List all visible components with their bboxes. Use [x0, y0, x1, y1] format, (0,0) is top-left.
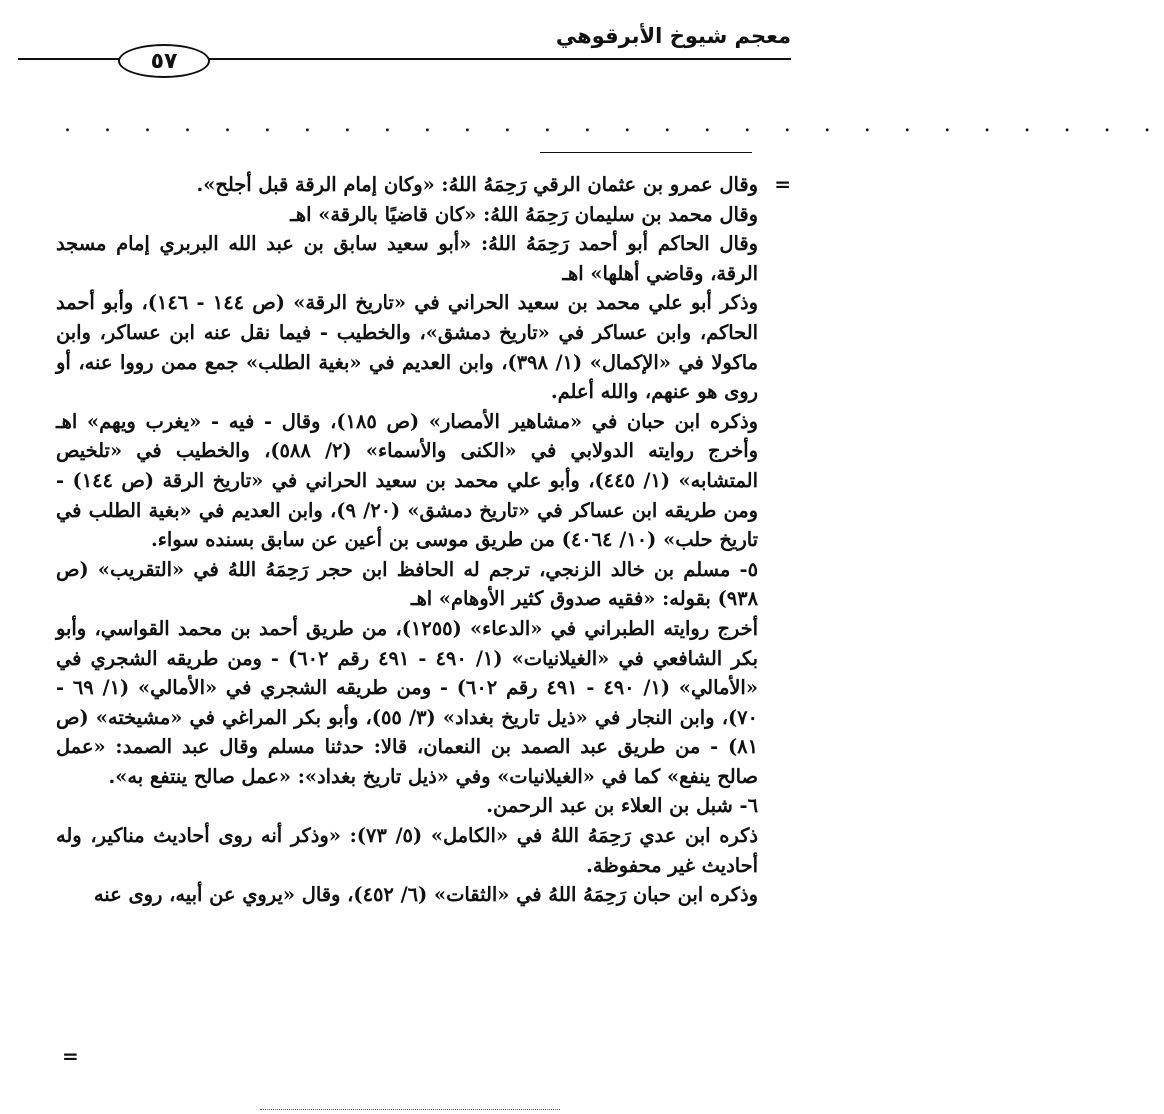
page-number: ٥٧	[150, 48, 178, 74]
page-number-badge	[118, 44, 210, 78]
bottom-rule	[260, 1109, 560, 1110]
continued-marker: =	[774, 172, 791, 196]
separator-dots: . . . . . . . . . . . . . . . . . . . . . . . . . . . .	[64, 112, 1164, 137]
header-rule	[204, 58, 791, 60]
paragraph: ٦- شبل بن العلاء بن عبد الرحمن.	[486, 794, 758, 818]
paragraph: وذكر أبو علي محمد بن سعيد الحراني في «تاريخ الرقة» (ص ١٤٤ - ١٤٦)، وأبو أحمد الحاكم، وابن عساكر في «تاريخ دمشق»، والخطيب - فيما نقل عنه ابن عساكر، وابن ماكولا في «الإكمال» (١/ ٣٩٨)، وابن العديم في «بغية الطلب» جمع ممن رووا عنه، أو روى هو عنهم، والله أعلم.	[56, 291, 758, 404]
paragraph: أخرج روايته الطبراني في «الدعاء» (١٢٥٥)، من طريق أحمد بن محمد القواسي، وأبو بكر الشافعي في «الغيلانيات» (١/ ٤٩٠ - ٤٩١ رقم ٦٠٢) - ومن طريقه الشجري في «الأمالي» (١/ ٤٩٠ - ٤٩١ رقم ٦٠٢) - ومن طريقه الشجري في «الأمالي» (١/ ٦٩ - ٧٠)، وابن النجار في «ذيل تاريخ بغداد» (٣/ ٥٥)، وأبو بكر المراغي في «مشيخته» (ص ٨١) - من طريق عبد الصمد بن النعمان، قالا: حدثنا مسلم وقال عبد الصمد: «عمل صالح ينفع» كما في «الغيلانيات» وفي «ذيل تاريخ بغداد»: «عمل صالح ينتفع به».	[56, 616, 758, 788]
paragraph: وذكره ابن حبان رَحِمَهُ اللهُ في «الثقات» (٦/ ٤٥٢)، وقال «يروي عن أبيه، روى عنه	[93, 883, 758, 907]
paragraph: وقال الحاكم أبو أحمد رَحِمَهُ اللهُ: «أبو سعيد سابق بن عبد الله البربري إمام مسجد الرقة، وقاضي أهلها» اهـ	[56, 232, 758, 285]
header-rule	[18, 58, 120, 60]
paragraph: وقال محمد بن سليمان رَحِمَهُ اللهُ: «كان قاضيًا بالرقة» اهـ	[290, 202, 758, 226]
paragraph: ذكره ابن عدي رَحِمَهُ اللهُ في «الكامل» (٥/ ٧٣): «وذكر أنه روى أحاديث مناكير، وله أحاديث غير محفوظة.	[56, 824, 758, 877]
paragraph: ٥- مسلم بن خالد الزنجي، ترجم له الحافظ ابن حجر رَحِمَهُ اللهُ في «التقريب» (ص ٩٣٨) بقوله: «فقيه صدوق كثير الأوهام» اهـ	[56, 557, 758, 611]
continues-marker: =	[62, 1044, 79, 1068]
footnote-rule	[540, 152, 752, 153]
book-title: معجم شيوخ الأبرقوهي	[555, 24, 791, 48]
paragraph: وقال عمرو بن عثمان الرقي رَحِمَهُ اللهُ: «وكان إمام الرقة قبل أجلح».	[196, 173, 758, 196]
paragraph: وذكره ابن حبان في «مشاهير الأمصار» (ص ١٨٥)، وقال - فيه - «يغرب ويهم» اهـ وأخرج روايته الدولابي في «الكنى والأسماء» (٢/ ٥٨٨)، والخطيب في «تلخيص المتشابه» (١/ ٤٤٥)، وأبو علي محمد بن سعيد الحراني في «تاريخ الرقة (ص ١٤٤) - ومن طريقه ابن عساكر في «تاريخ دمشق» (٢٠/ ٩)، وابن العديم في «بغية الطلب في تاريخ حلب» (١٠/ ٤٠٦٤) من طريق موسى بن أعين عن سابق بسنده سواء.	[56, 409, 758, 552]
footnote-text	[56, 170, 758, 910]
